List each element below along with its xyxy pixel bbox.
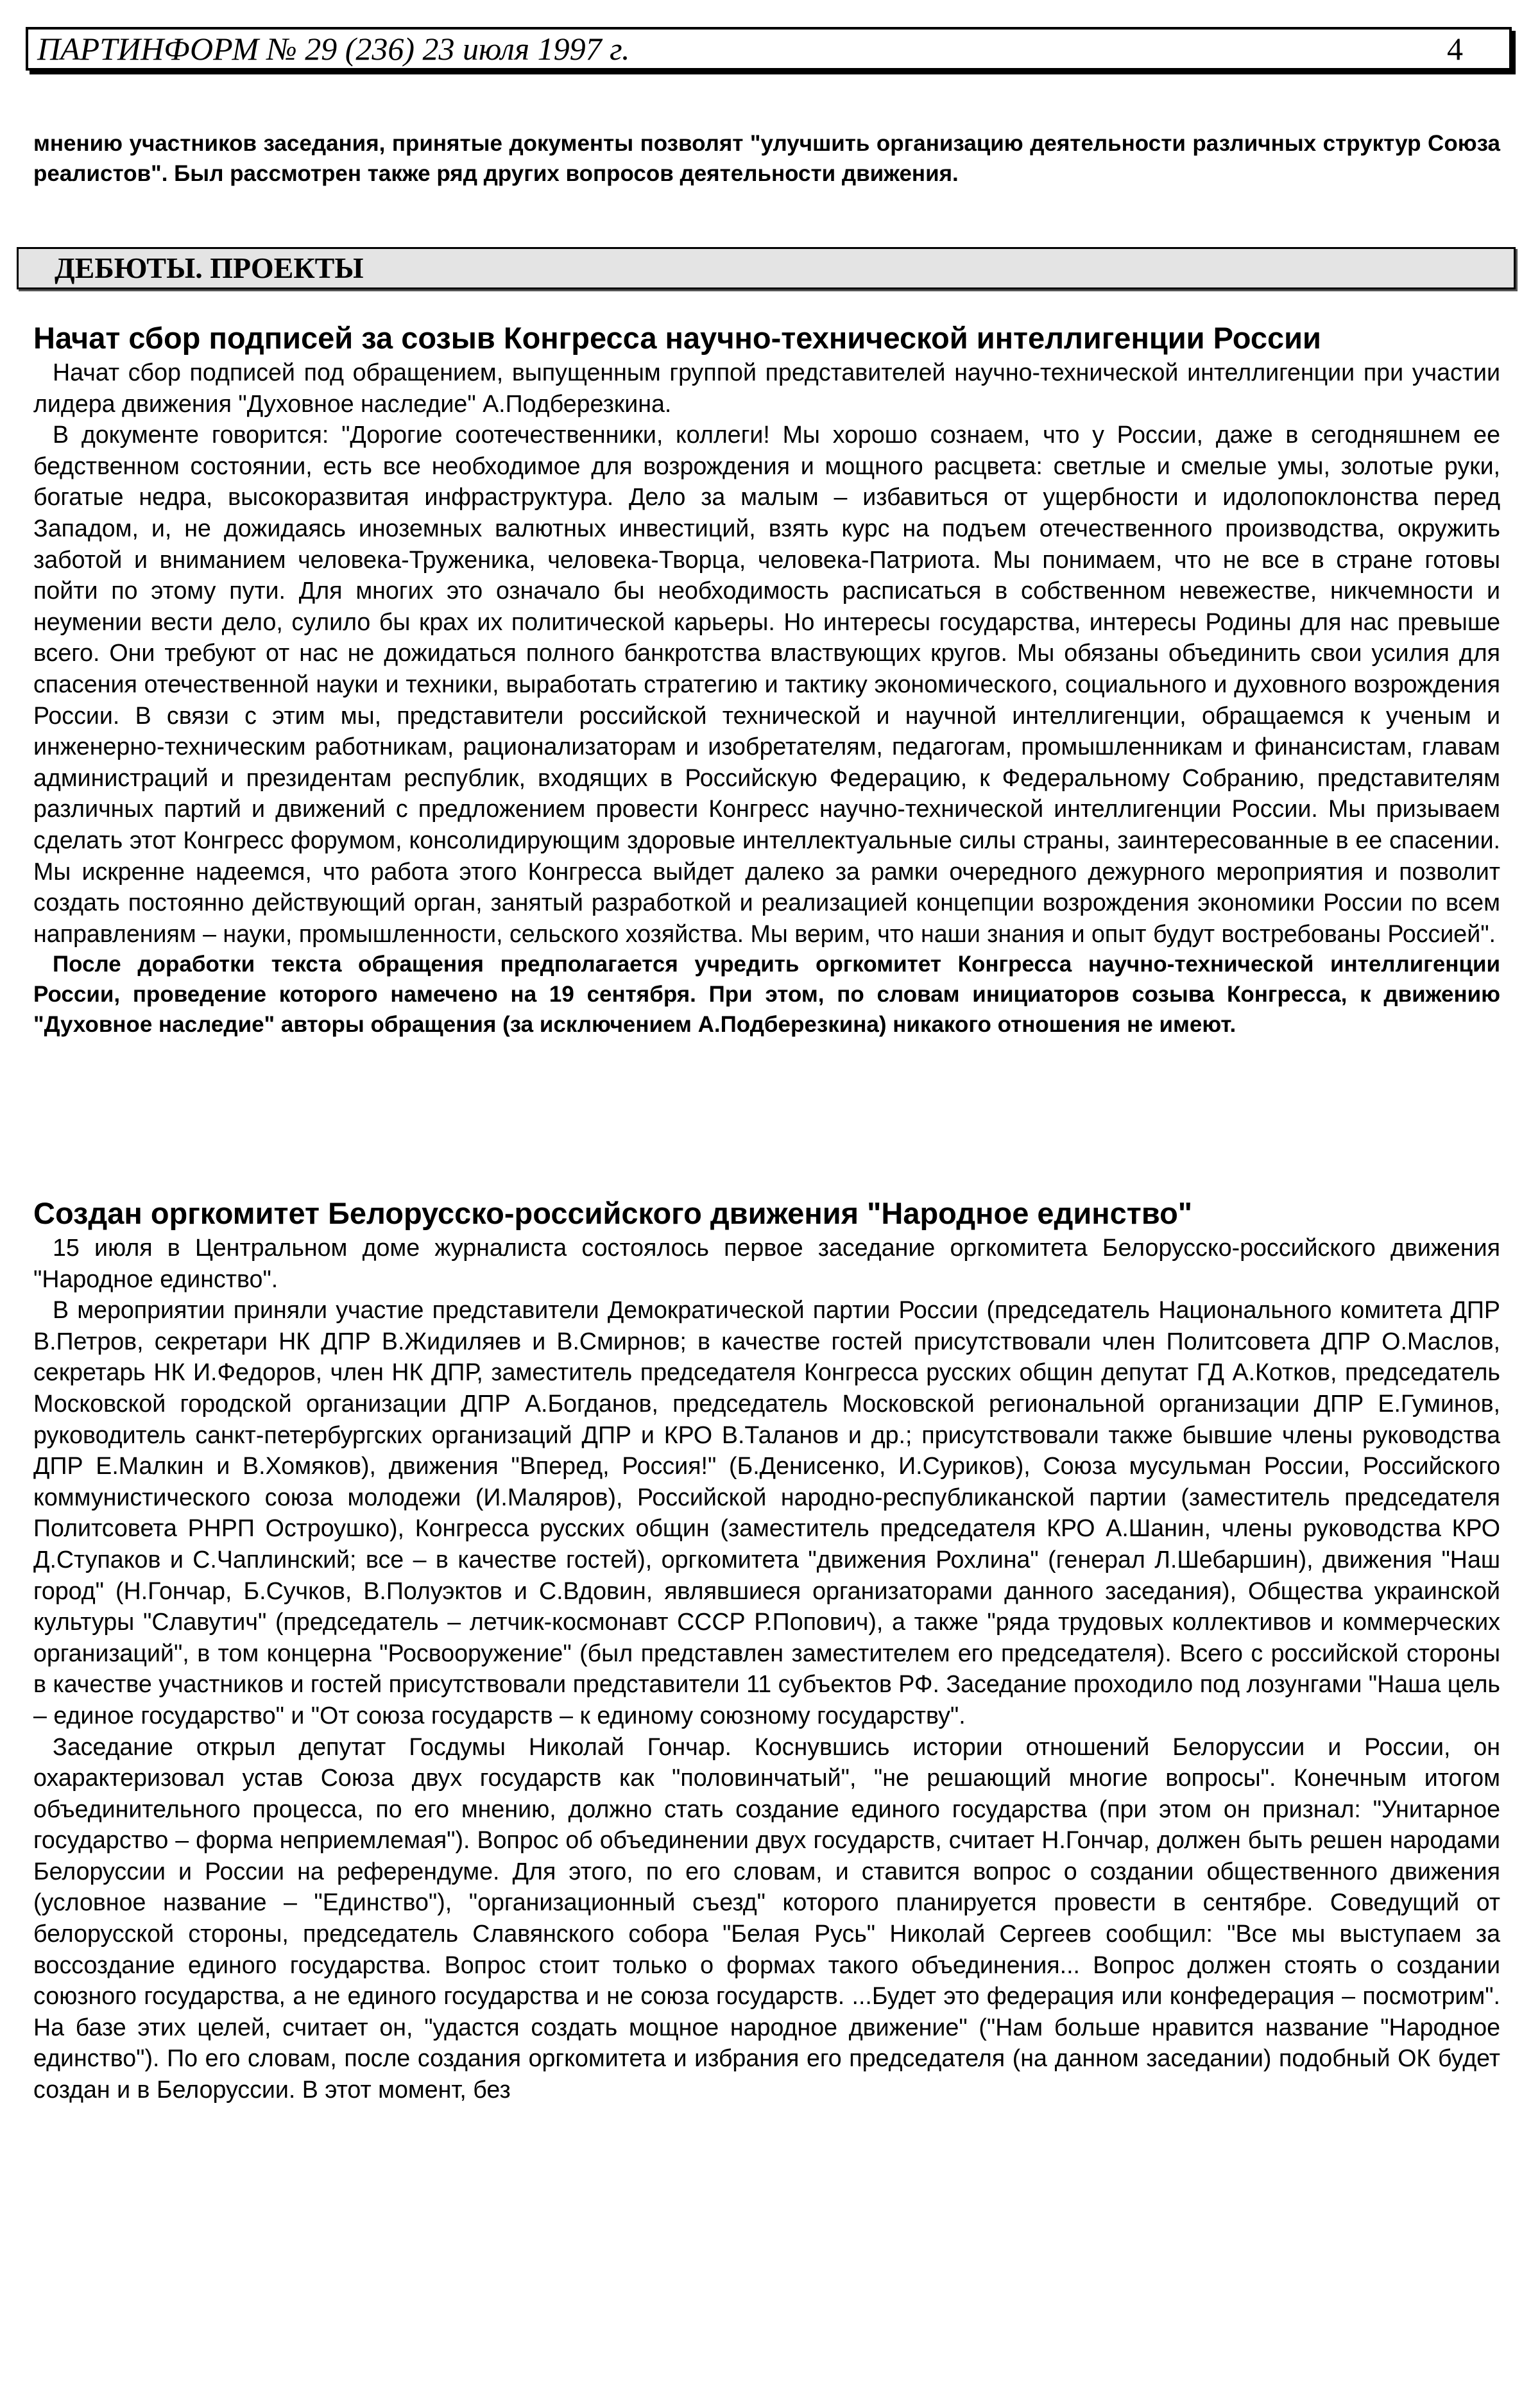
section-heading: ДЕБЮТЫ. ПРОЕКТЫ [17,247,1516,289]
article-paragraph: В мероприятии приняли участие представители Демократической партии России (председатель Национального комитета ДПР В.Петров, секретари НК ДПР В.Жидиляев и В.Смирнов; в качестве гостей присутствовали член Политсовета ДПР О.Маслов, секретарь НК И.Федоров, член НК ДПР, заместитель председателя Конгресса русских общин депутат ГД А.Котков, председатель Московской городской организации ДПР А.Богданов, председатель Московской региональной организации ДПР Е.Гуминов, руководитель санкт-петербургских организаций ДПР и КРО В.Таланов и др.; присутствовали также бывшие члены руководства ДПР Е.Малкин и В.Хомяков), движения "Вперед, Россия!" (Б.Денисенко, И.Суриков), Союза мусульман России, Российского коммунистического союза молодежи (И.Маляров), Российской народно-республиканской партии (заместитель председателя Политсовета РНРП Остроушко), Конгресса русских общин (заместитель председателя КРО А.Шанин, члены руководства КРО Д.Ступаков и С.Чаплинский; все – в качестве гостей), оргкомитета "движения Рохлина" (генерал Л.Шебаршин), движения "Наш город" (Н.Гончар, Б.Сучков, В.Полуэктов и С.Вдовин, являвшиеся организаторами данного заседания), Общества украинской культуры "Славутич" (председатель – летчик-космонавт СССР Р.Попович), а также "ряда трудовых коллективов и коммерческих организаций", в том концерна "Росвооружение" (был представлен заместителем его председателя). Всего с российской стороны в качестве участников и гостей присутствовали представители 11 субъектов РФ. Заседание проходило под лозунгами "Наша цель – единое государство" и "От союза государств – к единому союзному государству". [33,1296,1500,1729]
intro-section [33,128,1500,189]
article-paragraph: В документе говорится: "Дорогие соотечественники, коллеги! Мы хорошо сознаем, что у России, даже в сегодняшнем ее бедственном состоянии, есть все необходимое для возрождения и мощного расцвета: светлые и смелые умы, золотые руки, богатые недра, высокоразвитая инфраструктура. Дело за малым – избавиться от ущербности и идолопоклонства перед Западом, и, не дожидаясь иноземных валютных инвестиций, взять курс на подъем отечественного производства, окружить заботой и вниманием человека-Труженика, человека-Творца, человека-Патриота. Мы понимаем, что не все в стране готовы пойти по этому пути. Для многих это означало бы необходимость расписаться в собственном невежестве, никчемности и неумении вести дело, сулило бы крах их политической карьеры. Но интересы государства, интересы Родины для нас превыше всего. Они требуют от нас не дожидаться полного банкротства властвующих кругов. Мы обязаны объединить свои усилия для спасения отечественной науки и техники, выработать стратегию и тактику экономического, социального и духовного возрождения России. В связи с этим мы, представители российской технической и научной интеллигенции, обращаемся к ученым и инженерно-техническим работникам, рационализаторам и изобретателям, педагогам, промышленникам и финансистам, главам администраций и президентам республик, входящих в Российскую Федерацию, к Федеральному Собранию, представителям различных партий и движений с предложением провести Конгресс научно-технической интеллигенции России. Мы призываем сделать этот Конгресс форумом, консолидирующим здоровые интеллектуальные силы страны, заинтересованные в ее спасении. Мы искренне надеемся, что работа этого Конгресса выйдет далеко за рамки очередного дежурного мероприятия и позволит создать постоянно действующий орган, занятый разработкой и реализацией концепции возрождения экономики России по всем направлениям – науки, промышленности, сельского хозяйства. Мы верим, что наши знания и опыт будут востребованы Россией". [33,421,1500,947]
article-paragraph: Начат сбор подписей под обращением, выпущенным группой представителей научно-технической интеллигенции при участии лидера движения "Духовное наследие" А.Подберезкина. [33,359,1500,417]
intro-bold-paragraph: мнению участников заседания, принятые документы позволят "улучшить организацию деятельности различных структур Союза реалистов". Был рассмотрен также ряд других вопросов деятельности движения. [33,131,1500,186]
article-bold-paragraph: После доработки текста обращения предполагается учредить оргкомитет Конгресса научно-технической интеллигенции России, проведение которого намечено на 19 сентября. При этом, по словам инициаторов созыва Конгресса, к движению "Духовное наследие" авторы обращения (за исключением А.Подберезкина) никакого отношения не имеют. [33,952,1500,1038]
article-paragraph: Заседание открыл депутат Госдумы Николай Гончар. Коснувшись истории отношений Белоруссии и России, он охарактеризовал устав Союза двух государств как "половинчатый", "не решающий многие вопросы". Конечным итогом объединительного процесса, по его мнению, должно стать создание единого государства (при этом он признал: "Унитарное государство – форма неприемлемая"). Вопрос об объединении двух государств, считает Н.Гончар, должен быть решен народами Белоруссии и России на референдуме. Для этого, по его словам, и ставится вопрос о создании общественного движения (условное название – "Единство"), "организационный съезд" которого планируется провести в сентябре. Соведущий от белорусской стороны, председатель Славянского собора "Белая Русь" Николай Сергеев сообщил: "Все мы выступаем за воссоздание единого государства. Вопрос стоит только о формах такого объединения... Вопрос должен стоять о создании союзного государства, а не единого государства и не союза государств. ...Будет это федерация или конфедерация – посмотрим". На базе этих целей, считает он, "удастся создать мощное народное движение" ("Нам больше нравится название "Народное единство"). По его словам, после создания оргкомитета и избрания его председателя (на данном заседании) подобный ОК будет создан и в Белоруссии. В этот момент, без [33,1733,1500,2104]
publication-title: ПАРТИНФОРМ № 29 (236) 23 июля 1997 г. [37,31,630,67]
page-header [26,27,1512,71]
article-orgcommittee [33,1195,1500,2105]
article-congress [33,320,1500,1040]
article-headline: Создан оргкомитет Белорусско-российского движения "Народное единство" [33,1196,1193,1230]
page-number: 4 [1447,31,1463,67]
article-headline: Начат сбор подписей за созыв Конгресса научно-технической интеллигенции России [33,321,1321,355]
article-paragraph: 15 июля в Центральном доме журналиста состоялось первое заседание оргкомитета Белорусско-российского движения "Народное единство". [33,1234,1500,1292]
